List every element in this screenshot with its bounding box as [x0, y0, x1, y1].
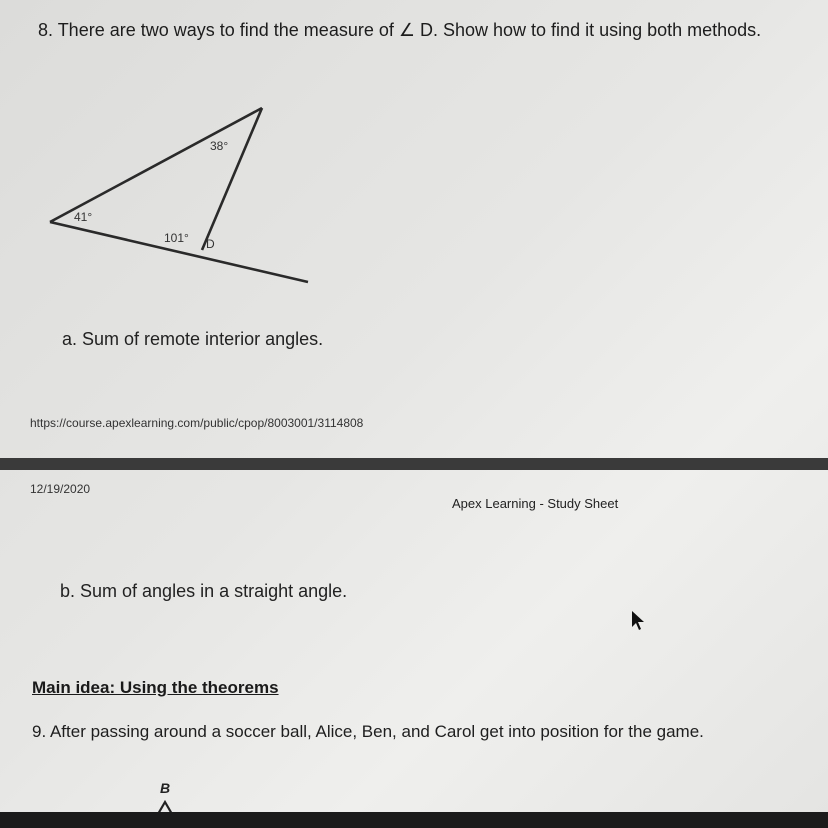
- page-divider: [0, 458, 828, 470]
- question-9-text: 9. After passing around a soccer ball, Alice, Ben, and Carol get into position for the game.: [32, 722, 704, 741]
- angle-label-top: 38°: [210, 139, 229, 153]
- part-a-text: a. Sum of remote interior angles.: [62, 329, 324, 349]
- study-sheet-title: Apex Learning - Study Sheet: [452, 496, 619, 511]
- mouse-cursor-icon: [630, 610, 646, 632]
- vertex-label-d: D: [206, 237, 215, 251]
- angle-label-bottom: 101°: [164, 231, 189, 245]
- figure-label-b: B: [160, 780, 171, 796]
- print-date: 12/19/2020: [30, 482, 91, 496]
- angle-label-left: 41°: [74, 210, 93, 224]
- main-idea-heading: Main idea: Using the theorems: [32, 678, 279, 697]
- bottom-edge-bar: [0, 812, 828, 828]
- question-8-text: 8. There are two ways to find the measure of ∠ D. Show how to find it using both methods.: [38, 20, 762, 40]
- triangle-side-top-left: [50, 108, 262, 222]
- triangle-side-right: [202, 108, 262, 250]
- triangle-diagram: [40, 100, 320, 290]
- page-url: https://course.apexlearning.com/public/cpop/8003001/3114808: [30, 416, 364, 430]
- part-b-text: b. Sum of angles in a straight angle.: [60, 581, 348, 601]
